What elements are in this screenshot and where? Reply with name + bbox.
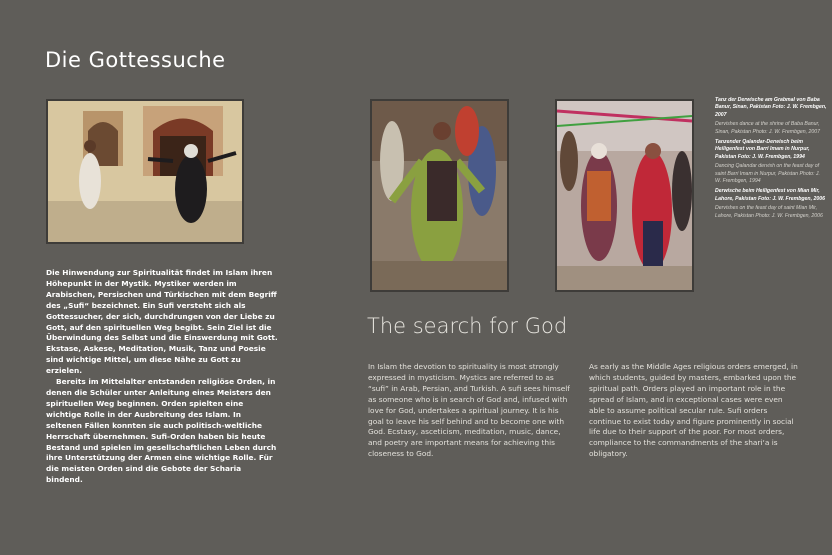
caption-3: Derwische beim Heiligenfest von Mian Mir, Lahore, Pakistan Foto: J. W. Frembgen, 2006 Dervishes on the feast day of saint Mian Mir, Lahore, Pakistan Photo: J. W. Frembgen, 2006 — [715, 188, 826, 219]
english-paragraph-2: As early as the Middle Ages religious orders emerged, in which students, guided by masters, embarked upon the spiritual path. Orders played an important role in the spread of Islam, and in exceptional cases were even able to assume political secular rule. Sufi orders continue to exist today and figure prominently in social life due to their support of the poor. For most orders, compliance to the commandments of the shari‘a is obligatory. — [589, 362, 798, 459]
english-body-column-1 — [368, 362, 576, 460]
photo-qalandar-dervish — [370, 99, 509, 292]
german-paragraph-2: Bereits im Mittelalter entstanden religiöse Orden, in denen die Schüler unter Anleitung eines Meisters den spirituellen Weg beginnen. Orden spielten eine wichtige Rolle in der Ausbreitung des Islam. In seltenen Fällen konnten sie auch politisch-weltliche Herrschaft übernehmen. Sufi-Orden haben bis heute Bestand und spielen im gesellschaftlichen Leben durch ihre Unterstützung der Armen eine wichtige Rolle. Für die meisten Orden sind die Gebote der Scharia bindend. — [46, 377, 277, 485]
english-paragraph-1: In Islam the devotion to spirituality is most strongly expressed in mysticism. Mystics are referred to as “sufi” in Arab, Persian, and Turkish. A sufi sees himself as someone who is in search of God and, infused with love for God, undertakes a spiritual journey. It is his goal to leave his self behind and to become one with God. Ecstasy, asceticism, meditation, music, dance, and poetry are important means for achieving this closeness to God. — [368, 362, 570, 459]
page-title-english: The search for God — [367, 314, 568, 338]
photo-dervishes-mian-mir — [555, 99, 694, 292]
page-title-german: Die Gottessuche — [45, 48, 226, 72]
photo-shrine-dance — [46, 99, 244, 244]
caption-2: Tanzender Qalandar-Derwisch beim Heiligenfest von Barri Imam in Nurpur, Pakistan Foto: J. W. Frembgen, 1994 Dancing Qalandar dervish on the feast day of saint Barri Imam in Nurpur, Pakistan Photo: J. W. Frembgen, 1994 — [715, 139, 820, 185]
caption-1: Tanz der Derwische am Grabmal von Baba Banur, Sinan, Pakistan Foto: J. W. Frembgen, 2007 Dervishes dance at the shrine of Baba Banur, Sinan, Pakistan Photo: J. W. Frembgen, 2007 — [715, 97, 827, 135]
german-body-text — [46, 268, 278, 486]
english-body-column-2 — [589, 362, 799, 460]
photo-captions — [715, 97, 827, 223]
german-paragraph-1: Die Hinwendung zur Spiritualität findet im Islam ihren Höhepunkt in der Mystik. Mystiker werden im Arabischen, Persischen und Türkischen mit dem Begriff des „Sufi“ bezeichnet. Ein Sufi versteht sich als Gottessucher, der sich, durchdrungen von der Liebe zu Gott, auf den spirituellen Weg begibt. Sein Ziel ist die Überwindung des Selbst und die Einswerdung mit Gott. Ekstase, Askese, Meditation, Musik, Tanz und Poesie sind wichtige Mittel, um diese Nähe zu Gott zu erzielen. — [46, 268, 278, 376]
